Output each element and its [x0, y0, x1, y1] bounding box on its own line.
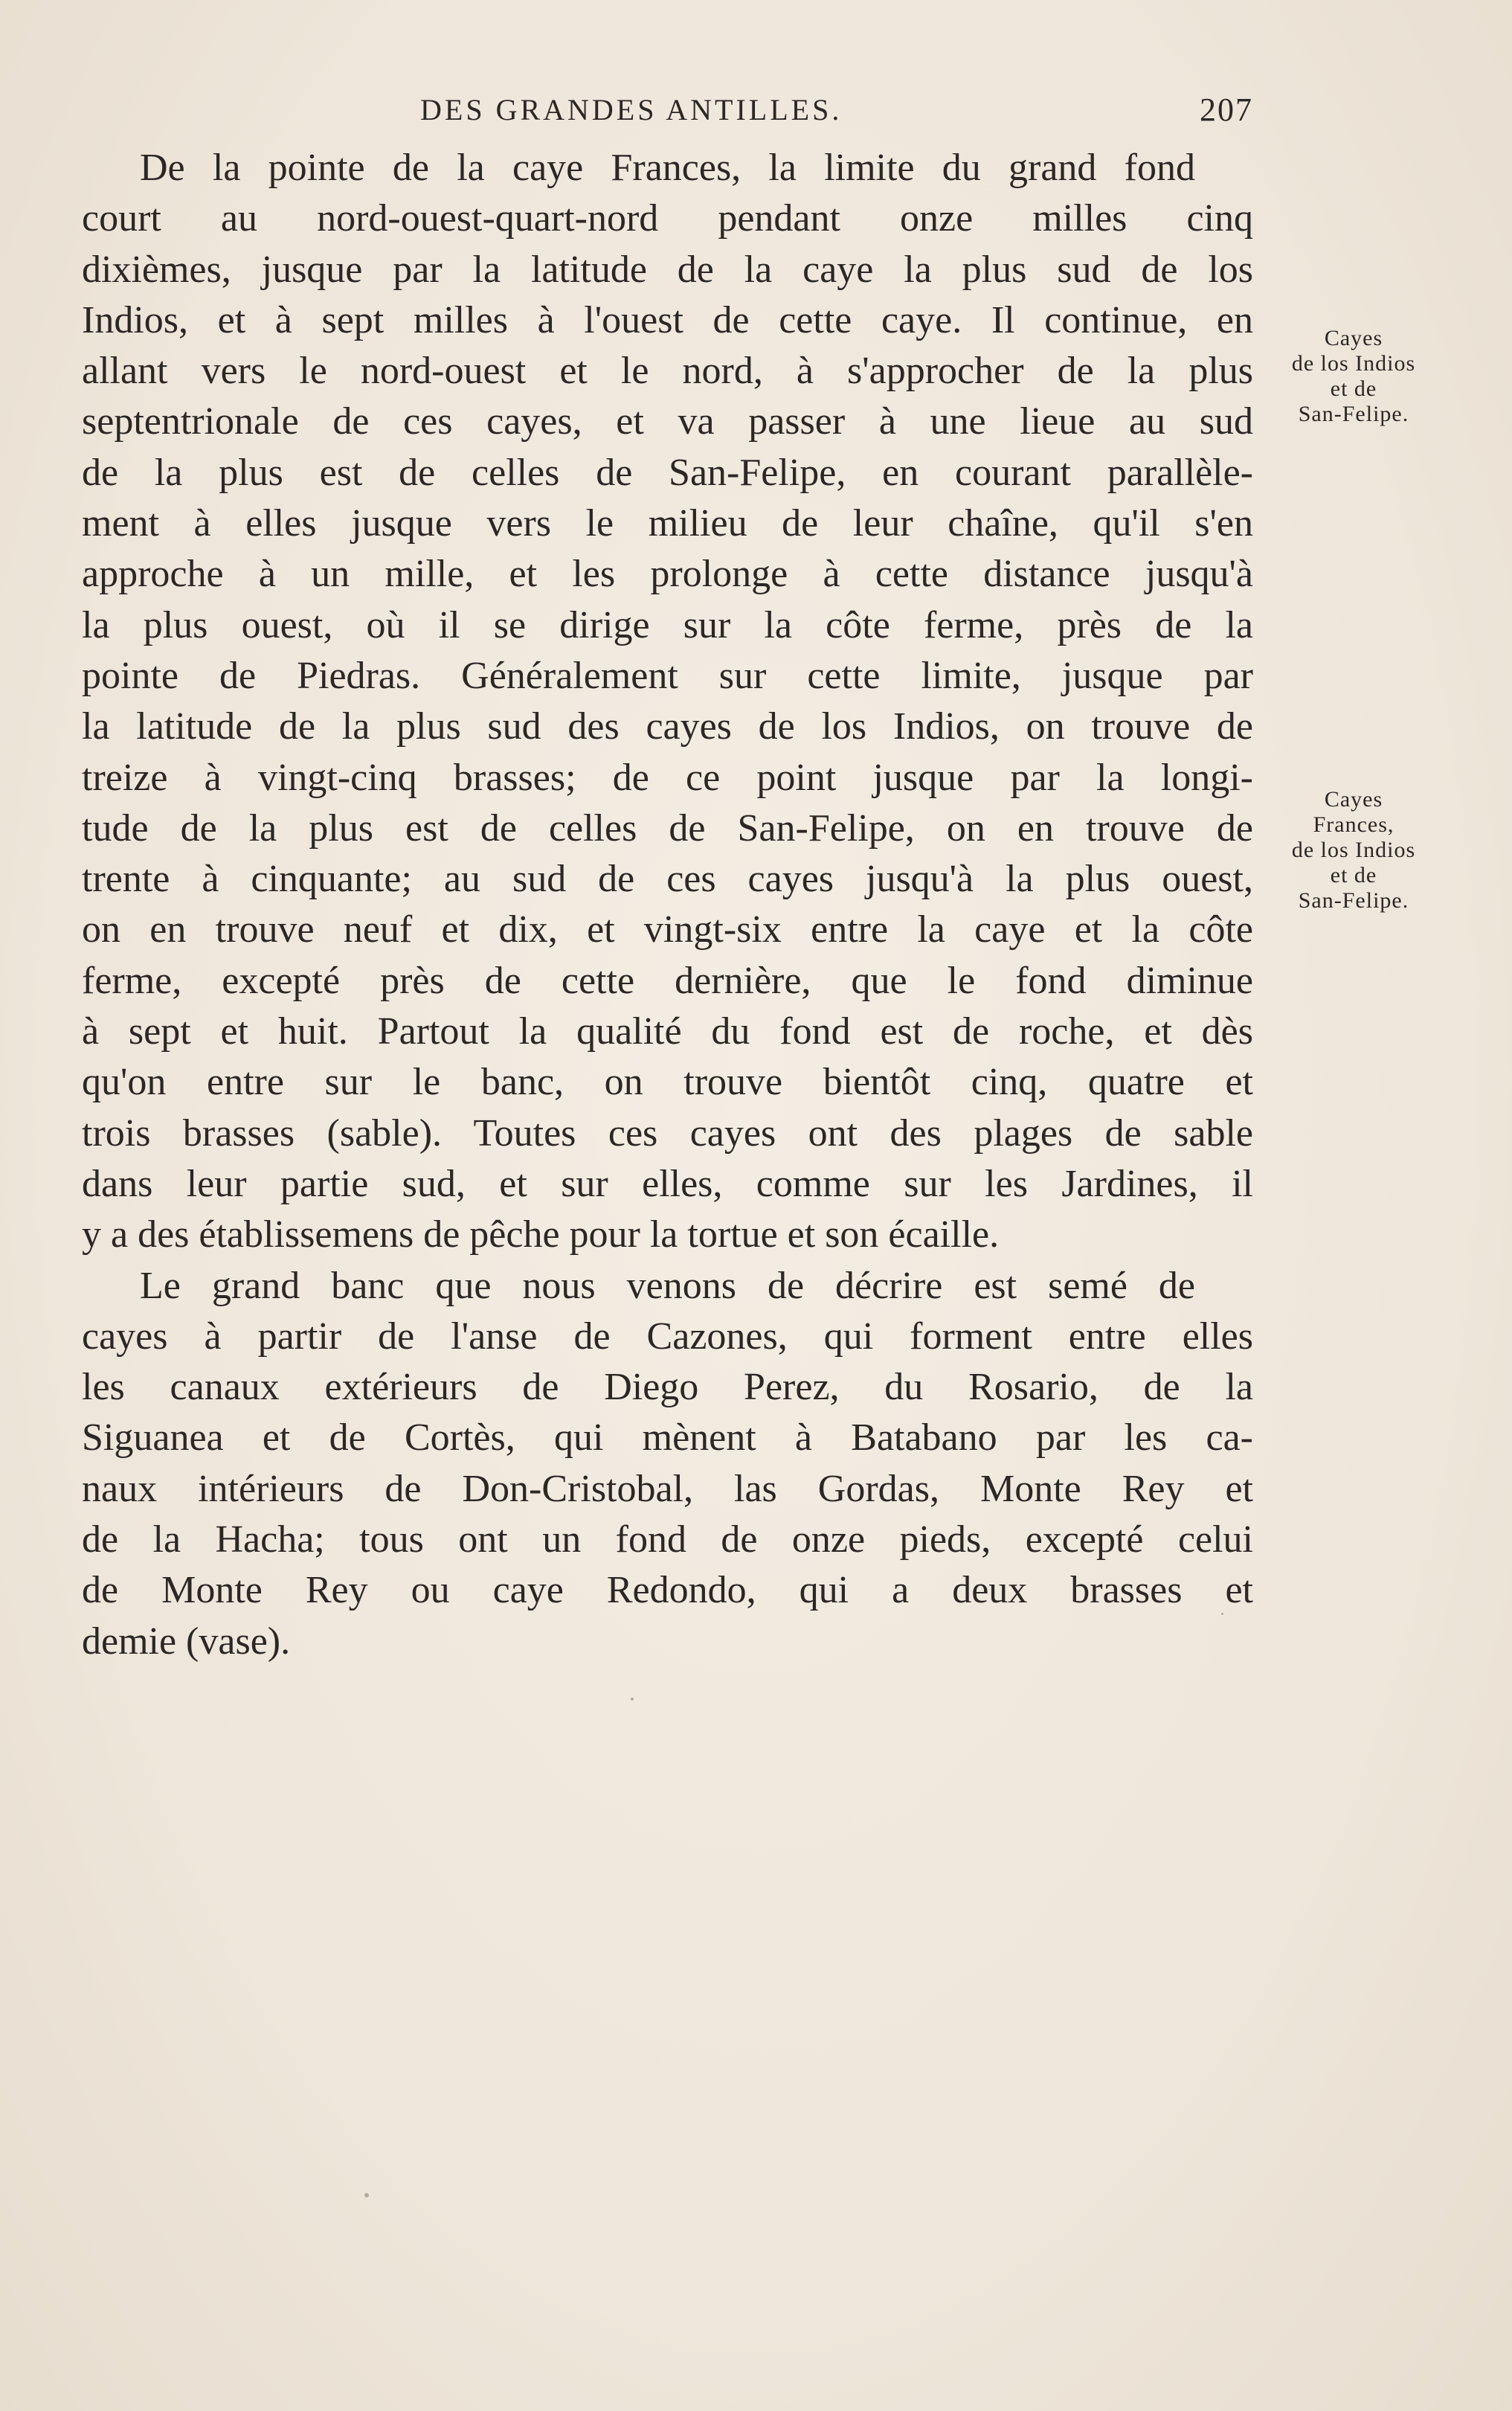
text-line: naux intérieurs de Don-Cristobal, las Gordas, Monte Rey et — [82, 1467, 1253, 1510]
text-line: de la Hacha; tous ont un fond de onze pieds, excepté celui — [82, 1518, 1253, 1561]
paragraph-1 — [82, 143, 1253, 1261]
paper-speck — [364, 2193, 369, 2197]
paragraph-2 — [82, 1261, 1253, 1667]
margin-note-2 — [1264, 787, 1443, 914]
margin-note-line: de los Indios — [1291, 838, 1416, 862]
text-line: de la plus est de celles de San-Felipe, en courant parallèle- — [82, 451, 1253, 494]
text-line: de Monte Rey ou caye Redondo, qui a deux brasses et — [82, 1569, 1253, 1612]
text-line: la latitude de la plus sud des cayes de los Indios, on trouve de — [82, 705, 1253, 748]
text-line: pointe de Piedras. Généralement sur cette limite, jusque par — [82, 654, 1253, 697]
text-line: cayes à partir de l'anse de Cazones, qui forment entre elles — [82, 1314, 1253, 1358]
text-line: De la pointe de la caye Frances, la limite du grand fond — [140, 147, 1195, 189]
text-line: ferme, excepté près de cette dernière, que le fond diminue — [82, 959, 1253, 1002]
text-line: trente à cinquante; au sud de ces cayes jusqu'à la plus ouest, — [82, 858, 1253, 901]
text-line: allant vers le nord-ouest et le nord, à s'approcher de la plus — [82, 350, 1253, 393]
running-head — [82, 88, 1253, 132]
text-line: demie (vase). — [82, 1619, 291, 1663]
text-line: approche à un mille, et les prolonge à cette distance jusqu'à — [82, 553, 1253, 596]
text-line: y a des établissemens de pêche pour la tortue et son écaille. — [82, 1213, 1000, 1256]
text-line: dixièmes, jusque par la latitude de la caye la plus sud de los — [82, 248, 1253, 291]
margin-note-line: San-Felipe. — [1298, 402, 1409, 426]
text-line: on en trouve neuf et dix, et vingt-six entre la caye et la côte — [82, 908, 1253, 951]
paper-speck — [1221, 1613, 1223, 1615]
text-line: court au nord-ouest-quart-nord pendant onze milles cinq — [82, 197, 1253, 240]
text-line: la plus ouest, où il se dirige sur la côte ferme, près de la — [82, 603, 1253, 646]
text-line: qu'on entre sur le banc, on trouve bientôt cinq, quatre et — [82, 1061, 1253, 1104]
text-line: Siguanea et de Cortès, qui mènent à Batabano par les ca- — [82, 1416, 1253, 1460]
text-line: dans leur partie sud, et sur elles, comme sur les Jardines, il — [82, 1162, 1253, 1205]
margin-note-line: San-Felipe. — [1298, 888, 1409, 913]
margin-note-line: Cayes — [1324, 787, 1383, 812]
text-line: trois brasses (sable). Toutes ces cayes ont des plages de sable — [82, 1111, 1253, 1155]
page-number: 207 — [1200, 92, 1253, 128]
text-line: septentrionale de ces cayes, et va passer à une lieue au sud — [82, 400, 1253, 443]
text-line: treize à vingt-cinq brasses; de ce point jusque par la longi- — [82, 756, 1253, 799]
margin-note-line: Frances, — [1313, 812, 1394, 837]
text-line: Le grand banc que nous venons de décrire est semé de — [140, 1264, 1195, 1307]
margin-note-line: et de — [1330, 376, 1377, 401]
text-line: Indios, et à sept milles à l'ouest de cette caye. Il continue, en — [82, 298, 1253, 341]
text-line: tude de la plus est de celles de San-Felipe, on en trouve de — [82, 806, 1253, 850]
text-line: ment à elles jusque vers le milieu de leur chaîne, qu'il s'en — [82, 502, 1253, 545]
body-text — [82, 143, 1253, 1667]
margin-note-line: et de — [1330, 863, 1377, 887]
text-line: à sept et huit. Partout la qualité du fond est de roche, et dès — [82, 1010, 1253, 1053]
margin-note-line: Cayes — [1324, 326, 1383, 350]
paper-speck — [631, 1698, 634, 1701]
running-title: DES GRANDES ANTILLES. — [420, 93, 843, 126]
margin-note-line: de los Indios — [1291, 351, 1416, 376]
text-line: les canaux extérieurs de Diego Perez, du Rosario, de la — [82, 1366, 1253, 1409]
margin-note-1 — [1264, 326, 1443, 427]
